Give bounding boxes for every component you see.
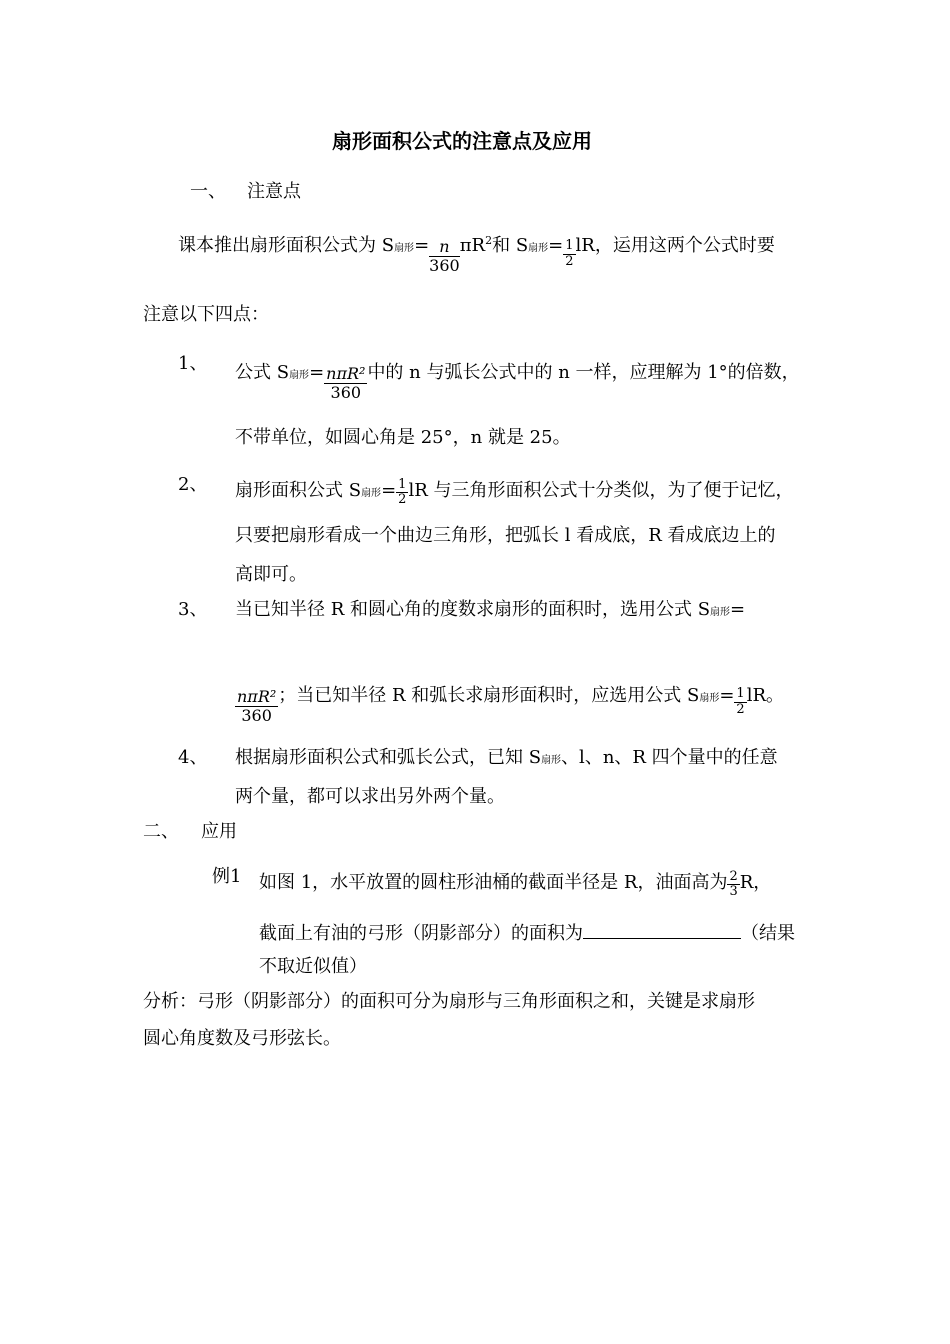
intro-subscript: 扇形: [394, 243, 415, 255]
item-2-text: 扇形面积公式 S: [235, 479, 362, 501]
fraction-one-half: [563, 239, 575, 269]
intro-line-1: [178, 228, 775, 275]
section-2-number: 二、: [143, 821, 179, 842]
item-3-line-2: [235, 678, 785, 725]
fraction-denominator: 2: [736, 701, 745, 717]
fraction-denominator: 360: [330, 382, 362, 402]
item-3-mid: ；当已知半径 R 和弧长求扇形面积时，应选用公式 S: [278, 685, 700, 707]
fraction-numerator: 1: [736, 686, 745, 702]
item-4-text: 根据扇形面积公式和弧长公式，已知 S: [235, 747, 542, 768]
fraction-n-over-360: [429, 238, 460, 274]
fraction-denominator: 3: [729, 884, 738, 900]
intro-text: 课本推出扇形面积公式为 S: [178, 235, 395, 257]
example-line-2: [259, 920, 795, 943]
item-3-text: 当已知半径 R 和圆心角的度数求扇形的面积时，选用公式 S: [235, 599, 711, 620]
item-2-equals: =: [381, 479, 397, 501]
intro-pi-r: πR: [459, 235, 486, 257]
item-4-number: 4、: [178, 747, 208, 768]
item-3-subscript: 扇形: [710, 607, 731, 618]
intro-subscript-2: 扇形: [528, 243, 549, 255]
item-3-line-1: [235, 601, 745, 619]
analysis-line-2: 圆心角度数及弓形弦长。: [143, 1028, 341, 1049]
item-1-line-1: [235, 355, 800, 402]
fraction-numerator: 2: [729, 869, 738, 884]
fraction-denominator: 2: [398, 492, 407, 508]
intro-line-2: 注意以下四点：: [143, 304, 269, 325]
item-1-text: 公式 S: [235, 362, 290, 384]
intro-and: 和 S: [492, 235, 529, 257]
example-tail: R，: [739, 871, 772, 893]
fraction-denominator: 360: [241, 705, 272, 725]
answer-blank[interactable]: [583, 920, 741, 939]
item-1-tail: 中的 n 与弧长公式中的 n 一样，应理解为 1°的倍数，: [367, 362, 800, 384]
intro-equals: =: [414, 235, 430, 257]
intro-tail: lR，运用这两个公式时要: [575, 235, 775, 257]
item-1-line-2: 不带单位，如圆心角是 25°，n 就是 25。: [235, 427, 571, 448]
item-2-tail: lR 与三角形面积公式十分类似，为了便于记忆，: [408, 479, 794, 501]
item-3-number: 3、: [178, 599, 208, 620]
fraction-one-half: [396, 478, 408, 508]
example-label: 例1: [212, 866, 242, 887]
fraction-denominator: 360: [429, 255, 460, 275]
fraction-denominator: 2: [565, 253, 574, 269]
fraction-n-pi-r2-over-360: [324, 365, 367, 401]
fraction-n-pi-r2-over-360: [235, 688, 278, 724]
analysis-line-1: 分析：弓形（阴影部分）的面积可分为扇形与三角形面积之和，关键是求扇形: [143, 991, 755, 1012]
item-3-equals-2: =: [719, 685, 735, 707]
item-2-line-3: 高即可。: [235, 564, 307, 585]
item-2-subscript: 扇形: [361, 487, 382, 499]
section-2-heading: 应用: [201, 821, 237, 842]
item-4-subscript: 扇形: [541, 755, 562, 766]
item-3-equals: =: [730, 599, 746, 620]
example-line-3: 不取近似值）: [259, 956, 367, 977]
item-3-subscript-2: 扇形: [699, 693, 720, 705]
fraction-numerator: n: [429, 238, 460, 257]
example-text: 如图 1，水平放置的圆柱形油桶的截面半径是 R，油面高为: [259, 871, 728, 893]
fraction-one-half: [734, 687, 746, 717]
fraction-numerator: 1: [398, 477, 407, 492]
item-4-tail: 、l、n、R 四个量中的任意: [561, 747, 778, 768]
fraction-numerator: 1: [565, 238, 574, 254]
intro-equals-2: =: [548, 235, 564, 257]
section-1-heading: 注意点: [247, 181, 301, 202]
fraction-numerator: nπR²: [326, 364, 366, 383]
example-question: 截面上有油的弓形（阴影部分）的面积为: [259, 923, 583, 944]
item-3-tail: lR。: [746, 685, 785, 707]
item-1-number: 1、: [178, 353, 208, 374]
item-4-line-1: [235, 749, 778, 767]
intro-superscript: 2: [485, 234, 493, 248]
item-4-line-2: 两个量，都可以求出另外两个量。: [235, 786, 505, 807]
item-2-line-1: [235, 476, 793, 506]
fraction-two-thirds: [727, 870, 739, 900]
example-note: （结果: [741, 923, 795, 944]
item-1-subscript: 扇形: [289, 370, 310, 382]
item-2-number: 2、: [178, 474, 208, 495]
example-line-1: [259, 868, 771, 898]
item-2-line-2: 只要把扇形看成一个曲边三角形，把弧长 l 看成底，R 看成底边上的: [235, 525, 776, 546]
page-title: 扇形面积公式的注意点及应用: [332, 129, 592, 153]
section-1-number: 一、: [190, 181, 226, 202]
item-1-equals: =: [309, 362, 325, 384]
fraction-numerator: nπR²: [237, 687, 277, 706]
